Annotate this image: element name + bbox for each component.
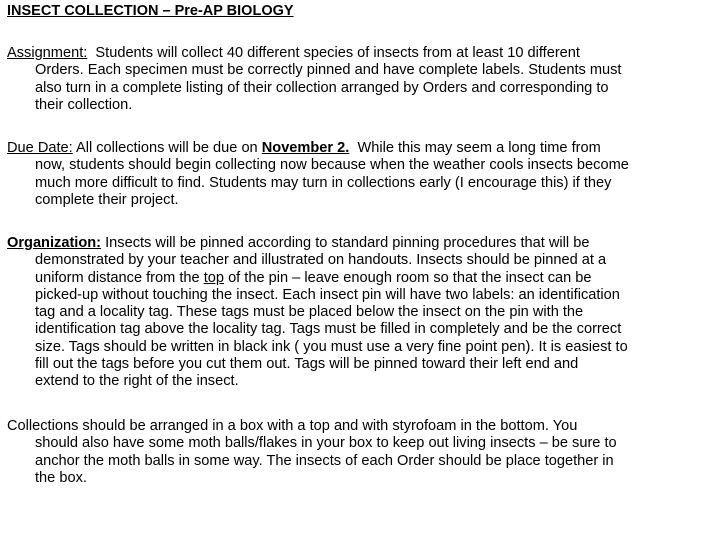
- assignment-line: also turn in a complete listing of their collection arranged by Orders and corresponding to: [35, 79, 609, 96]
- collections-line: should also have some moth balls/flakes in your box to keep out living insects – be sure to: [35, 435, 617, 452]
- organization-label: Organization:: [7, 235, 102, 251]
- due-date-line: Due Date: All collections will be due on November 2. While this may seem a long time from: [7, 140, 601, 156]
- collections-line: the box.: [35, 469, 87, 486]
- due-date-line: now, students should begin collecting now because when the weather cools insects become: [35, 157, 629, 174]
- assignment-line: their collection.: [35, 96, 133, 113]
- organization-line: extend to the right of the insect.: [35, 373, 239, 390]
- assignment-line: Assignment: Students will collect 40 different species of insects from at least 10 different: [7, 45, 580, 61]
- due-date-value: November 2.: [261, 140, 350, 156]
- organization-line: tag and a locality tag. These tags must be placed below the insect on the pin with the: [35, 304, 584, 321]
- organization-paragraph: [7, 235, 628, 391]
- organization-line: uniform distance from the top of the pin – leave enough room so that the insect can be: [35, 269, 592, 286]
- organization-line: Organization: Insects will be pinned according to standard pinning procedures that will be: [7, 235, 590, 251]
- assignment-label: Assignment:: [7, 45, 88, 61]
- due-date-line: complete their project.: [35, 191, 179, 208]
- assignment-paragraph: [7, 45, 621, 114]
- due-date-label: Due Date:: [7, 140, 73, 156]
- collections-line: Collections should be arranged in a box with a top and with styrofoam in the bottom. You: [7, 418, 578, 434]
- document-title: INSECT COLLECTION – Pre-AP BIOLOGY: [7, 3, 294, 19]
- emphasis-top: top: [203, 269, 225, 286]
- organization-line: picked-up without touching the insect. Each insect pin will have two labels: an identification: [35, 286, 620, 303]
- organization-line: identification tag above the locality tag. Tags must be filled in completely and be the correct: [35, 321, 622, 338]
- due-date-paragraph: [7, 140, 629, 209]
- organization-line: size. Tags should be written in black ink ( you must use a very fine point pen). It is easiest to: [35, 338, 628, 355]
- organization-line: demonstrated by your teacher and illustrated on handouts. Insects should be pinned at a: [35, 252, 607, 269]
- collections-paragraph: [7, 418, 617, 487]
- due-date-line: much more difficult to find. Students may turn in collections early (I encourage this) if they: [35, 174, 612, 191]
- organization-line: fill out the tags before you cut them out. Tags will be pinned toward their left end and: [35, 356, 579, 373]
- collections-line: anchor the moth balls in some way. The insects of each Order should be place together in: [35, 452, 614, 469]
- assignment-line: Orders. Each specimen must be correctly pinned and have complete labels. Students must: [35, 62, 622, 79]
